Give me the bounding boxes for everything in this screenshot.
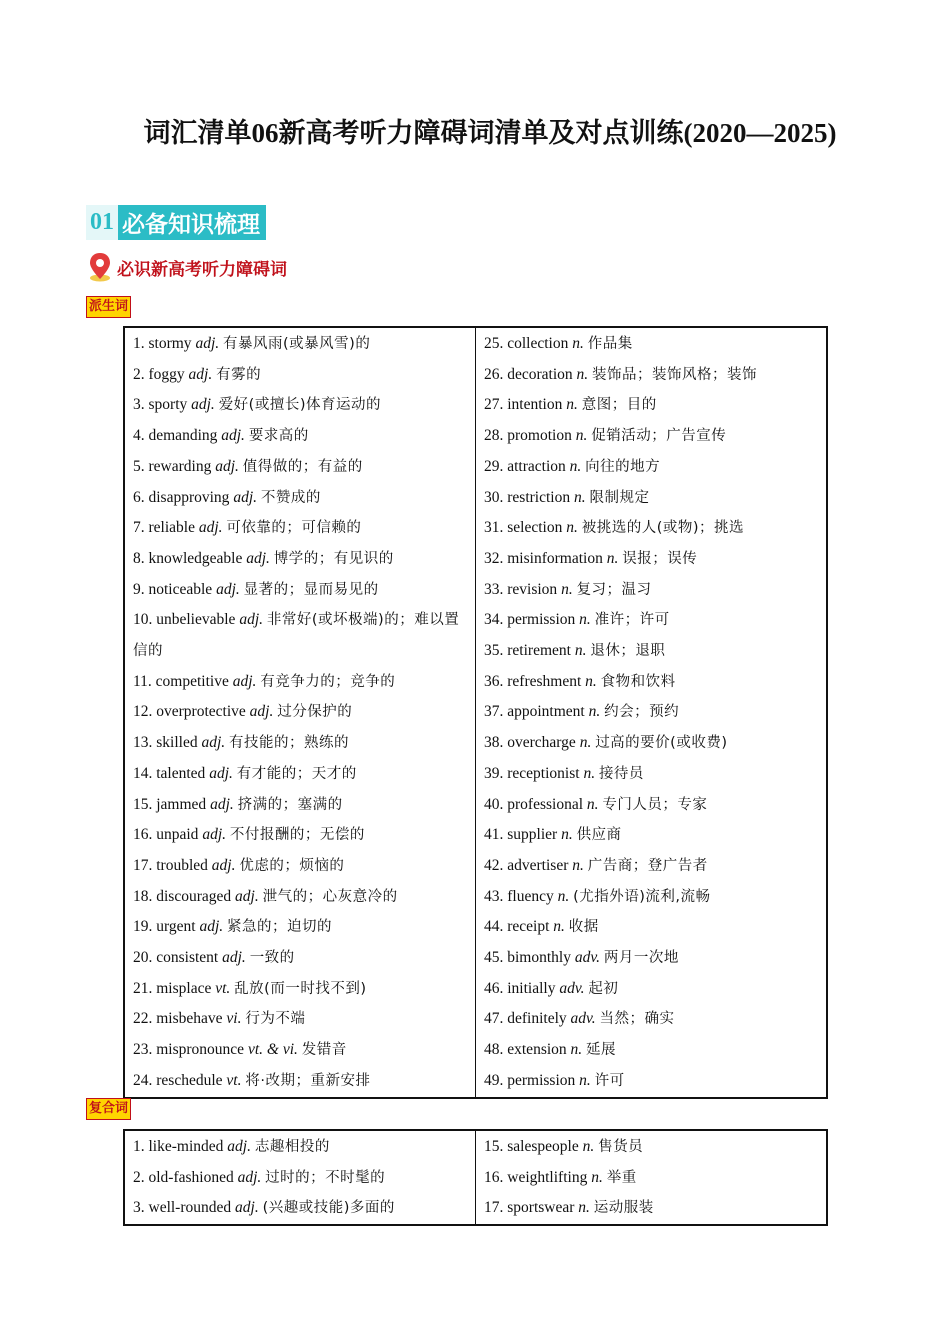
vocab-word: 16. unpaid	[133, 826, 199, 844]
vocab-part-of-speech: adj.	[239, 611, 264, 629]
vocab-entry	[125, 1193, 475, 1224]
vocab-entry	[125, 575, 475, 606]
vocab-entry	[125, 452, 475, 483]
vocab-word: 6. disapproving	[133, 488, 230, 506]
vocab-part-of-speech: n.	[591, 1168, 603, 1186]
vocab-entry	[476, 851, 826, 882]
derived-words-tag: 派生词	[86, 296, 131, 318]
section-title: 必备知识梳理	[122, 212, 260, 238]
vocab-meaning: 被挑选的人(或物)；挑选	[581, 520, 745, 537]
vocab-meaning: 两月一次地	[603, 950, 679, 967]
vocab-entry	[125, 1035, 475, 1066]
vocab-entry	[476, 943, 826, 974]
vocab-part-of-speech: adj.	[209, 764, 233, 782]
vocab-meaning: 接待员	[598, 765, 644, 782]
vocab-word: 49. permission	[484, 1071, 576, 1089]
vocab-part-of-speech: adj.	[188, 365, 213, 383]
vocab-entry	[476, 605, 826, 636]
vocab-part-of-speech: adv.	[559, 979, 585, 997]
vocab-entry	[125, 513, 475, 544]
vocab-meaning: 不付报酬的；无偿的	[229, 827, 365, 844]
vocab-part-of-speech: n.	[578, 1199, 590, 1217]
subheading-text: 必识新高考听力障碍词	[117, 259, 287, 280]
vocab-entry	[125, 1004, 475, 1035]
vocab-meaning: 有暴风雨(或暴风雪)的	[223, 336, 371, 352]
vocab-word: 36. refreshment	[484, 672, 582, 690]
vocab-meaning: 博学的；有见识的	[273, 550, 394, 567]
vocab-word: 16. weightlifting	[484, 1168, 588, 1186]
vocab-meaning: 过高的要价(或收费)	[595, 735, 728, 752]
vocab-meaning: 促销活动；广告宣传	[591, 428, 727, 445]
vocab-word: 40. professional	[484, 795, 584, 813]
vocab-meaning: 可依靠的；可信赖的	[226, 520, 362, 537]
compound-left-column	[124, 1130, 476, 1225]
vocab-part-of-speech: adj.	[216, 580, 240, 598]
vocab-word: 45. bimonthly	[484, 949, 571, 967]
vocab-meaning: 值得做的；有益的	[242, 458, 363, 475]
vocab-entry	[125, 667, 475, 698]
vocab-part-of-speech: vt.	[215, 979, 231, 997]
vocab-word: 34. permission	[484, 611, 576, 629]
vocab-entry	[125, 974, 475, 1005]
vocab-entry	[476, 1004, 826, 1035]
vocab-meaning: 延展	[586, 1042, 617, 1059]
vocab-entry	[476, 790, 826, 821]
vocab-part-of-speech: n.	[561, 580, 573, 598]
vocab-word: 18. discouraged	[133, 887, 232, 905]
vocab-meaning: 行为不端	[245, 1011, 306, 1028]
vocab-entry	[125, 697, 475, 728]
vocab-word: 33. revision	[484, 580, 558, 598]
vocab-part-of-speech: adj.	[227, 1138, 251, 1155]
vocab-meaning: 准许；许可	[594, 612, 670, 629]
vocab-word: 41. supplier	[484, 826, 558, 844]
vocab-word: 15. jammed	[133, 795, 207, 813]
vocab-part-of-speech: n.	[583, 764, 596, 782]
vocab-part-of-speech: n.	[561, 826, 573, 844]
vocab-meaning: 有雾的	[216, 366, 262, 383]
vocab-part-of-speech: adj.	[221, 427, 245, 445]
vocab-part-of-speech: n.	[569, 457, 582, 475]
vocab-entry	[125, 421, 475, 452]
vocab-meaning: (兴趣或技能)多面的	[262, 1200, 395, 1217]
vocab-word: 42. advertiser	[484, 856, 569, 874]
vocab-word: 10. unbelievable	[133, 611, 236, 629]
vocab-meaning: 退休；退职	[590, 643, 666, 660]
vocab-word: 35. retirement	[484, 642, 571, 660]
vocab-entry	[476, 575, 826, 606]
vocab-entry	[476, 728, 826, 759]
vocab-meaning: 有才能的；天才的	[236, 765, 357, 782]
vocab-meaning: 过分保护的	[277, 704, 353, 721]
vocab-word: 26. decoration	[484, 365, 573, 383]
vocab-entry	[476, 1193, 826, 1224]
vocab-meaning: 食物和饮料	[600, 673, 676, 690]
vocab-entry	[125, 1132, 475, 1163]
vocab-entry	[476, 912, 826, 943]
vocab-word: 44. receipt	[484, 918, 550, 936]
vocab-part-of-speech: vt.	[226, 1071, 242, 1089]
vocab-entry	[476, 974, 826, 1005]
vocab-meaning: 爱好(或擅长)体育运动的	[218, 397, 382, 414]
vocab-part-of-speech: adj.	[233, 488, 257, 506]
vocab-entry	[125, 1066, 475, 1097]
vocab-meaning: 起初	[588, 980, 619, 997]
vocab-word: 29. attraction	[484, 457, 566, 475]
vocab-entry	[125, 912, 475, 943]
vocab-entry	[476, 544, 826, 575]
compound-right-column	[476, 1130, 828, 1225]
vocab-entry	[125, 790, 475, 821]
vocab-meaning: 意图；目的	[581, 397, 657, 414]
vocab-word: 3. sporty	[133, 396, 188, 414]
vocab-part-of-speech: adj.	[249, 703, 274, 721]
vocab-meaning: 复习；温习	[576, 581, 652, 598]
vocab-part-of-speech: adj.	[215, 457, 239, 475]
vocab-word: 9. noticeable	[133, 580, 213, 598]
vocab-word: 23. mispronounce	[133, 1041, 245, 1059]
vocab-word: 38. overcharge	[484, 734, 576, 752]
vocab-part-of-speech: n.	[557, 887, 570, 905]
derived-left-column	[124, 327, 476, 1098]
vocab-part-of-speech: adj.	[222, 949, 246, 967]
vocab-meaning: 误报；误传	[622, 550, 698, 567]
vocab-part-of-speech: vt. & vi.	[247, 1041, 298, 1059]
vocab-part-of-speech: adj.	[235, 1199, 259, 1217]
vocab-meaning: 紧急的；迫切的	[227, 919, 333, 936]
vocab-entry	[476, 513, 826, 544]
vocab-entry	[125, 544, 475, 575]
vocab-word: 39. receptionist	[484, 764, 580, 782]
vocab-meaning: 许可	[594, 1072, 625, 1089]
vocab-meaning: 过时的；不时髦的	[265, 1169, 386, 1186]
vocab-word: 43. fluency	[484, 887, 554, 905]
vocab-part-of-speech: adj.	[195, 335, 220, 352]
vocab-entry	[476, 1132, 826, 1163]
vocab-word: 1. like-minded	[133, 1138, 224, 1155]
vocab-part-of-speech: adj.	[191, 396, 215, 414]
vocab-part-of-speech: vi.	[226, 1010, 242, 1028]
vocab-word: 27. intention	[484, 396, 563, 414]
section-header	[86, 205, 266, 240]
vocab-meaning: 乱放(而一时找不到)	[234, 980, 367, 997]
subheading	[88, 252, 287, 282]
vocab-meaning: 专门人员；专家	[602, 796, 708, 813]
vocab-entry	[476, 1066, 826, 1097]
vocab-part-of-speech: n.	[579, 1071, 591, 1089]
vocab-part-of-speech: n.	[585, 672, 597, 690]
vocab-part-of-speech: adj.	[211, 856, 236, 874]
section-number: 01	[86, 205, 118, 240]
vocab-meaning: 举重	[606, 1169, 637, 1186]
vocab-entry	[125, 1163, 475, 1194]
vocab-entry	[125, 605, 475, 666]
vocab-word: 13. skilled	[133, 734, 198, 752]
vocab-word: 15. salespeople	[484, 1138, 579, 1155]
vocab-part-of-speech: adj.	[237, 1168, 262, 1186]
vocab-entry	[125, 360, 475, 391]
vocab-entry	[125, 728, 475, 759]
vocab-word: 20. consistent	[133, 949, 219, 967]
vocab-word: 4. demanding	[133, 427, 218, 445]
compound-words-table	[123, 1129, 828, 1226]
vocab-word: 17. sportswear	[484, 1199, 575, 1217]
vocab-part-of-speech: n.	[606, 549, 619, 567]
vocab-part-of-speech: n.	[575, 427, 588, 445]
vocab-entry	[125, 851, 475, 882]
vocab-word: 31. selection	[484, 519, 563, 537]
vocab-word: 25. collection	[484, 335, 569, 352]
vocab-part-of-speech: n.	[579, 611, 591, 629]
vocab-entry	[476, 421, 826, 452]
vocab-meaning: 发错音	[301, 1042, 347, 1059]
vocab-part-of-speech: n.	[566, 519, 578, 537]
vocab-word: 37. appointment	[484, 703, 585, 721]
location-pin-icon	[88, 252, 112, 282]
vocab-entry	[476, 1035, 826, 1066]
vocab-meaning: 售货员	[598, 1139, 644, 1155]
vocab-meaning: 运动服装	[593, 1200, 654, 1217]
vocab-meaning: 有竞争力的；竞争的	[260, 673, 396, 690]
vocab-meaning: 约会；预约	[604, 704, 680, 721]
vocab-word: 28. promotion	[484, 427, 572, 445]
vocab-word: 2. old-fashioned	[133, 1168, 234, 1186]
vocab-meaning: 限制规定	[589, 489, 650, 506]
derived-right-column	[476, 327, 828, 1098]
vocab-word: 21. misplace	[133, 979, 212, 997]
vocab-part-of-speech: n.	[573, 488, 586, 506]
vocab-entry	[476, 390, 826, 421]
vocab-word: 2. foggy	[133, 365, 185, 383]
vocab-word: 47. definitely	[484, 1010, 567, 1028]
vocab-part-of-speech: n.	[566, 396, 578, 414]
vocab-part-of-speech: n.	[588, 703, 601, 721]
vocab-entry	[476, 759, 826, 790]
vocab-part-of-speech: adj.	[198, 519, 223, 537]
vocab-word: 19. urgent	[133, 918, 196, 936]
compound-words-tag: 复合词	[86, 1098, 131, 1120]
vocab-meaning: 将·改期；重新安排	[245, 1072, 371, 1089]
vocab-meaning: (尤指外语)流利,流畅	[573, 888, 711, 905]
vocab-meaning: 显著的；显而易见的	[243, 581, 379, 598]
vocab-word: 12. overprotective	[133, 703, 246, 721]
vocab-part-of-speech: adv.	[574, 949, 600, 967]
vocab-entry	[476, 452, 826, 483]
vocab-entry	[125, 483, 475, 514]
vocab-entry	[476, 1163, 826, 1194]
vocab-word: 24. reschedule	[133, 1071, 223, 1089]
vocab-word: 14. talented	[133, 764, 206, 782]
vocab-meaning: 作品集	[587, 336, 633, 352]
vocab-entry	[476, 483, 826, 514]
vocab-meaning: 非常好(或坏极端)的；难以置信的	[133, 612, 460, 660]
vocab-part-of-speech: n.	[572, 335, 584, 352]
vocab-word: 8. knowledgeable	[133, 549, 243, 567]
vocab-word: 5. rewarding	[133, 457, 212, 475]
vocab-part-of-speech: adj.	[210, 795, 234, 813]
vocab-part-of-speech: n.	[574, 642, 587, 660]
vocab-meaning: 向往的地方	[585, 458, 661, 475]
vocab-part-of-speech: adj.	[201, 734, 226, 752]
vocab-word: 46. initially	[484, 979, 556, 997]
vocab-meaning: 志趣相投的	[254, 1139, 330, 1155]
vocab-meaning: 有技能的；熟练的	[229, 735, 350, 752]
vocab-entry	[476, 667, 826, 698]
vocab-part-of-speech: adj.	[246, 549, 270, 567]
vocab-word: 30. restriction	[484, 488, 571, 506]
vocab-meaning: 挤满的；塞满的	[237, 796, 343, 813]
derived-words-table	[123, 326, 828, 1099]
vocab-word: 48. extension	[484, 1041, 567, 1059]
vocab-part-of-speech: adj.	[232, 672, 257, 690]
vocab-part-of-speech: n.	[586, 795, 599, 813]
vocab-meaning: 要求高的	[248, 428, 309, 445]
vocab-part-of-speech: n.	[572, 856, 584, 874]
vocab-part-of-speech: n.	[553, 918, 565, 936]
vocab-entry	[125, 390, 475, 421]
vocab-entry	[125, 329, 475, 360]
vocab-part-of-speech: n.	[582, 1138, 595, 1155]
vocab-meaning: 优虑的；烦恼的	[239, 857, 345, 874]
vocab-word: 1. stormy	[133, 335, 192, 352]
vocab-entry	[125, 882, 475, 913]
vocab-part-of-speech: adj.	[202, 826, 226, 844]
vocab-entry	[476, 697, 826, 728]
vocab-entry	[476, 820, 826, 851]
vocab-entry	[125, 820, 475, 851]
vocab-entry	[476, 882, 826, 913]
vocab-meaning: 不赞成的	[260, 489, 321, 506]
vocab-entry	[476, 329, 826, 360]
page-title: 词汇清单06新高考听力障碍词清单及对点训练(2020—2025)	[143, 118, 837, 148]
vocab-entry	[476, 360, 826, 391]
vocab-word: 11. competitive	[133, 672, 229, 690]
vocab-meaning: 当然；确实	[599, 1011, 675, 1028]
vocab-part-of-speech: n.	[579, 734, 592, 752]
vocab-part-of-speech: adv.	[570, 1010, 596, 1028]
vocab-part-of-speech: adj.	[235, 887, 259, 905]
vocab-part-of-speech: n.	[576, 365, 589, 383]
vocab-word: 22. misbehave	[133, 1010, 223, 1028]
vocab-meaning: 供应商	[576, 827, 622, 844]
vocab-word: 7. reliable	[133, 519, 195, 537]
vocab-entry	[125, 759, 475, 790]
vocab-part-of-speech: n.	[570, 1041, 583, 1059]
vocab-part-of-speech: adj.	[199, 918, 224, 936]
vocab-meaning: 装饰品；装饰风格；装饰	[592, 366, 758, 383]
vocab-word: 32. misinformation	[484, 549, 603, 567]
vocab-meaning: 收据	[568, 919, 599, 936]
vocab-meaning: 泄气的；心灰意冷的	[262, 888, 398, 905]
vocab-entry	[125, 943, 475, 974]
vocab-word: 17. troubled	[133, 856, 208, 874]
vocab-entry	[476, 636, 826, 667]
vocab-word: 3. well-rounded	[133, 1199, 232, 1217]
vocab-meaning: 广告商；登广告者	[587, 857, 708, 874]
vocab-meaning: 一致的	[249, 950, 295, 967]
